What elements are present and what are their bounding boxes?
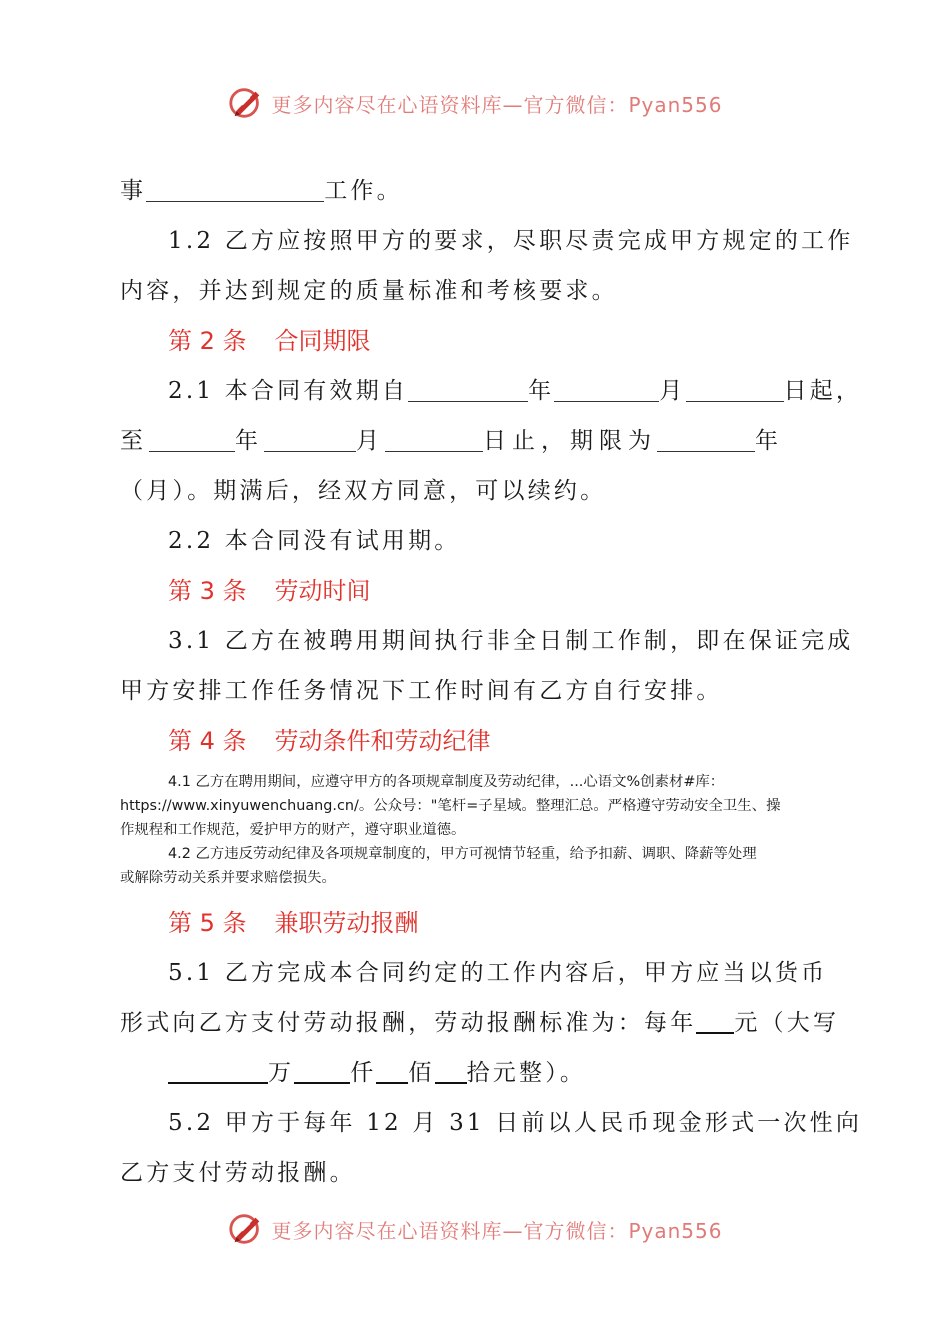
article-title: 劳动时间 — [274, 577, 371, 605]
paragraph-5-1-line1: 5.1 乙方完成本合同约定的工作内容后，甲方应当以货币 — [168, 960, 828, 986]
paragraph-4-1-line3: 作规程和工作规范，爱护甲方的财产，遵守职业道德。 — [120, 822, 466, 838]
text: 形式向乙方支付劳动报酬，劳动报酬标准为：每年 — [120, 1010, 697, 1036]
paragraph-2-1-line1 — [120, 366, 863, 416]
paragraph-2-1-line3: （月）。期满后，经双方同意，可以续约。 — [120, 478, 607, 504]
article-number: 第 2 条 — [168, 327, 247, 355]
blank-term — [657, 429, 755, 452]
paragraph-3-1-line1: 3.1 乙方在被聘用期间执行非全日制工作制，即在保证完成 — [168, 628, 854, 654]
text: 年 — [235, 428, 264, 454]
paragraph-2-2: 2.2 本合同没有试用期。 — [168, 528, 461, 554]
paragraph-4-2-line2: 或解除劳动关系并要求赔偿损失。 — [120, 870, 336, 886]
paragraph-5-2-line1: 5.2 甲方于每年 12 月 31 日前以人民币现金形式一次性向 — [168, 1110, 863, 1136]
article-number: 第 4 条 — [168, 727, 247, 755]
footer-banner — [0, 1209, 950, 1249]
text: 月 — [356, 428, 385, 454]
text: 至 — [120, 428, 149, 454]
article-3-heading — [120, 566, 832, 616]
article-title: 兼职劳动报酬 — [274, 909, 419, 937]
blank-end-day — [385, 429, 483, 452]
blank-qian — [294, 1060, 350, 1084]
article-2-heading — [120, 316, 832, 366]
text: 日起， — [783, 378, 863, 404]
text: 2.1 本合同有效期自 — [168, 378, 409, 404]
text: 万 — [268, 1060, 295, 1086]
blank-job — [146, 179, 324, 202]
blank-wan — [168, 1060, 268, 1084]
header-banner — [0, 83, 950, 123]
paragraph-3-1-line2: 甲方安排工作任务情况下工作时间有乙方自行安排。 — [120, 678, 723, 704]
paragraph-1-1-end — [120, 166, 832, 216]
blank-bai — [376, 1060, 408, 1084]
article-title: 合同期限 — [274, 327, 371, 355]
blank-start-day — [686, 379, 784, 402]
text: 工作。 — [324, 178, 403, 204]
paragraph-1-2-line1: 1.2 乙方应按照甲方的要求，尽职尽责完成甲方规定的工作 — [168, 228, 854, 254]
pen-logo-icon — [227, 84, 265, 122]
paragraph-5-2-line2: 乙方支付劳动报酬。 — [120, 1160, 356, 1186]
paragraph-5-1-line2 — [120, 998, 840, 1048]
paragraph-2-1-line2 — [120, 416, 832, 466]
article-5-heading — [120, 898, 832, 948]
text: 年 — [528, 378, 555, 404]
paragraph-4-1-line1: 4.1 乙方在聘用期间，应遵守甲方的各项规章制度及劳动纪律，...心语文%创素材#库： — [168, 774, 725, 790]
article-title: 劳动条件和劳动纪律 — [274, 727, 491, 755]
text: 月 — [659, 378, 686, 404]
blank-end-month — [264, 429, 356, 452]
paragraph-5-1-line3 — [120, 1048, 832, 1098]
article-number: 第 5 条 — [168, 909, 247, 937]
text: 日止，期限为 — [483, 428, 657, 454]
blank-annual-amount — [696, 1010, 734, 1034]
blank-end-year — [149, 429, 235, 452]
pen-logo-icon — [227, 1210, 265, 1248]
paragraph-4-2-line1: 4.2 乙方违反劳动纪律及各项规章制度的，甲方可视情节轻重，给予扣薪、调职、降薪等处理 — [168, 846, 757, 862]
blank-start-year — [408, 379, 528, 402]
blank-shi — [435, 1060, 467, 1084]
banner-text: 更多内容尽在心语资料库—官方微信：Pyan556 — [271, 1218, 723, 1243]
text: 佰 — [408, 1060, 435, 1086]
banner-text: 更多内容尽在心语资料库—官方微信：Pyan556 — [271, 92, 723, 117]
paragraph-4-1-line2: https://www.xinyuwenchuang.cn/。公众号："笔杆=子星域。整理汇总。严格遵守劳动安全卫生、操 — [120, 798, 781, 814]
text: 年 — [755, 428, 784, 454]
text: 事 — [120, 178, 147, 204]
text: 元（大写 — [734, 1010, 840, 1036]
text: 拾元整）。 — [466, 1060, 587, 1086]
blank-start-month — [554, 379, 659, 402]
article-4-heading — [120, 716, 832, 766]
paragraph-1-2-line2: 内容，并达到规定的质量标准和考核要求。 — [120, 278, 618, 304]
contract-body — [120, 166, 863, 1198]
article-number: 第 3 条 — [168, 577, 247, 605]
text: 仟 — [350, 1060, 377, 1086]
